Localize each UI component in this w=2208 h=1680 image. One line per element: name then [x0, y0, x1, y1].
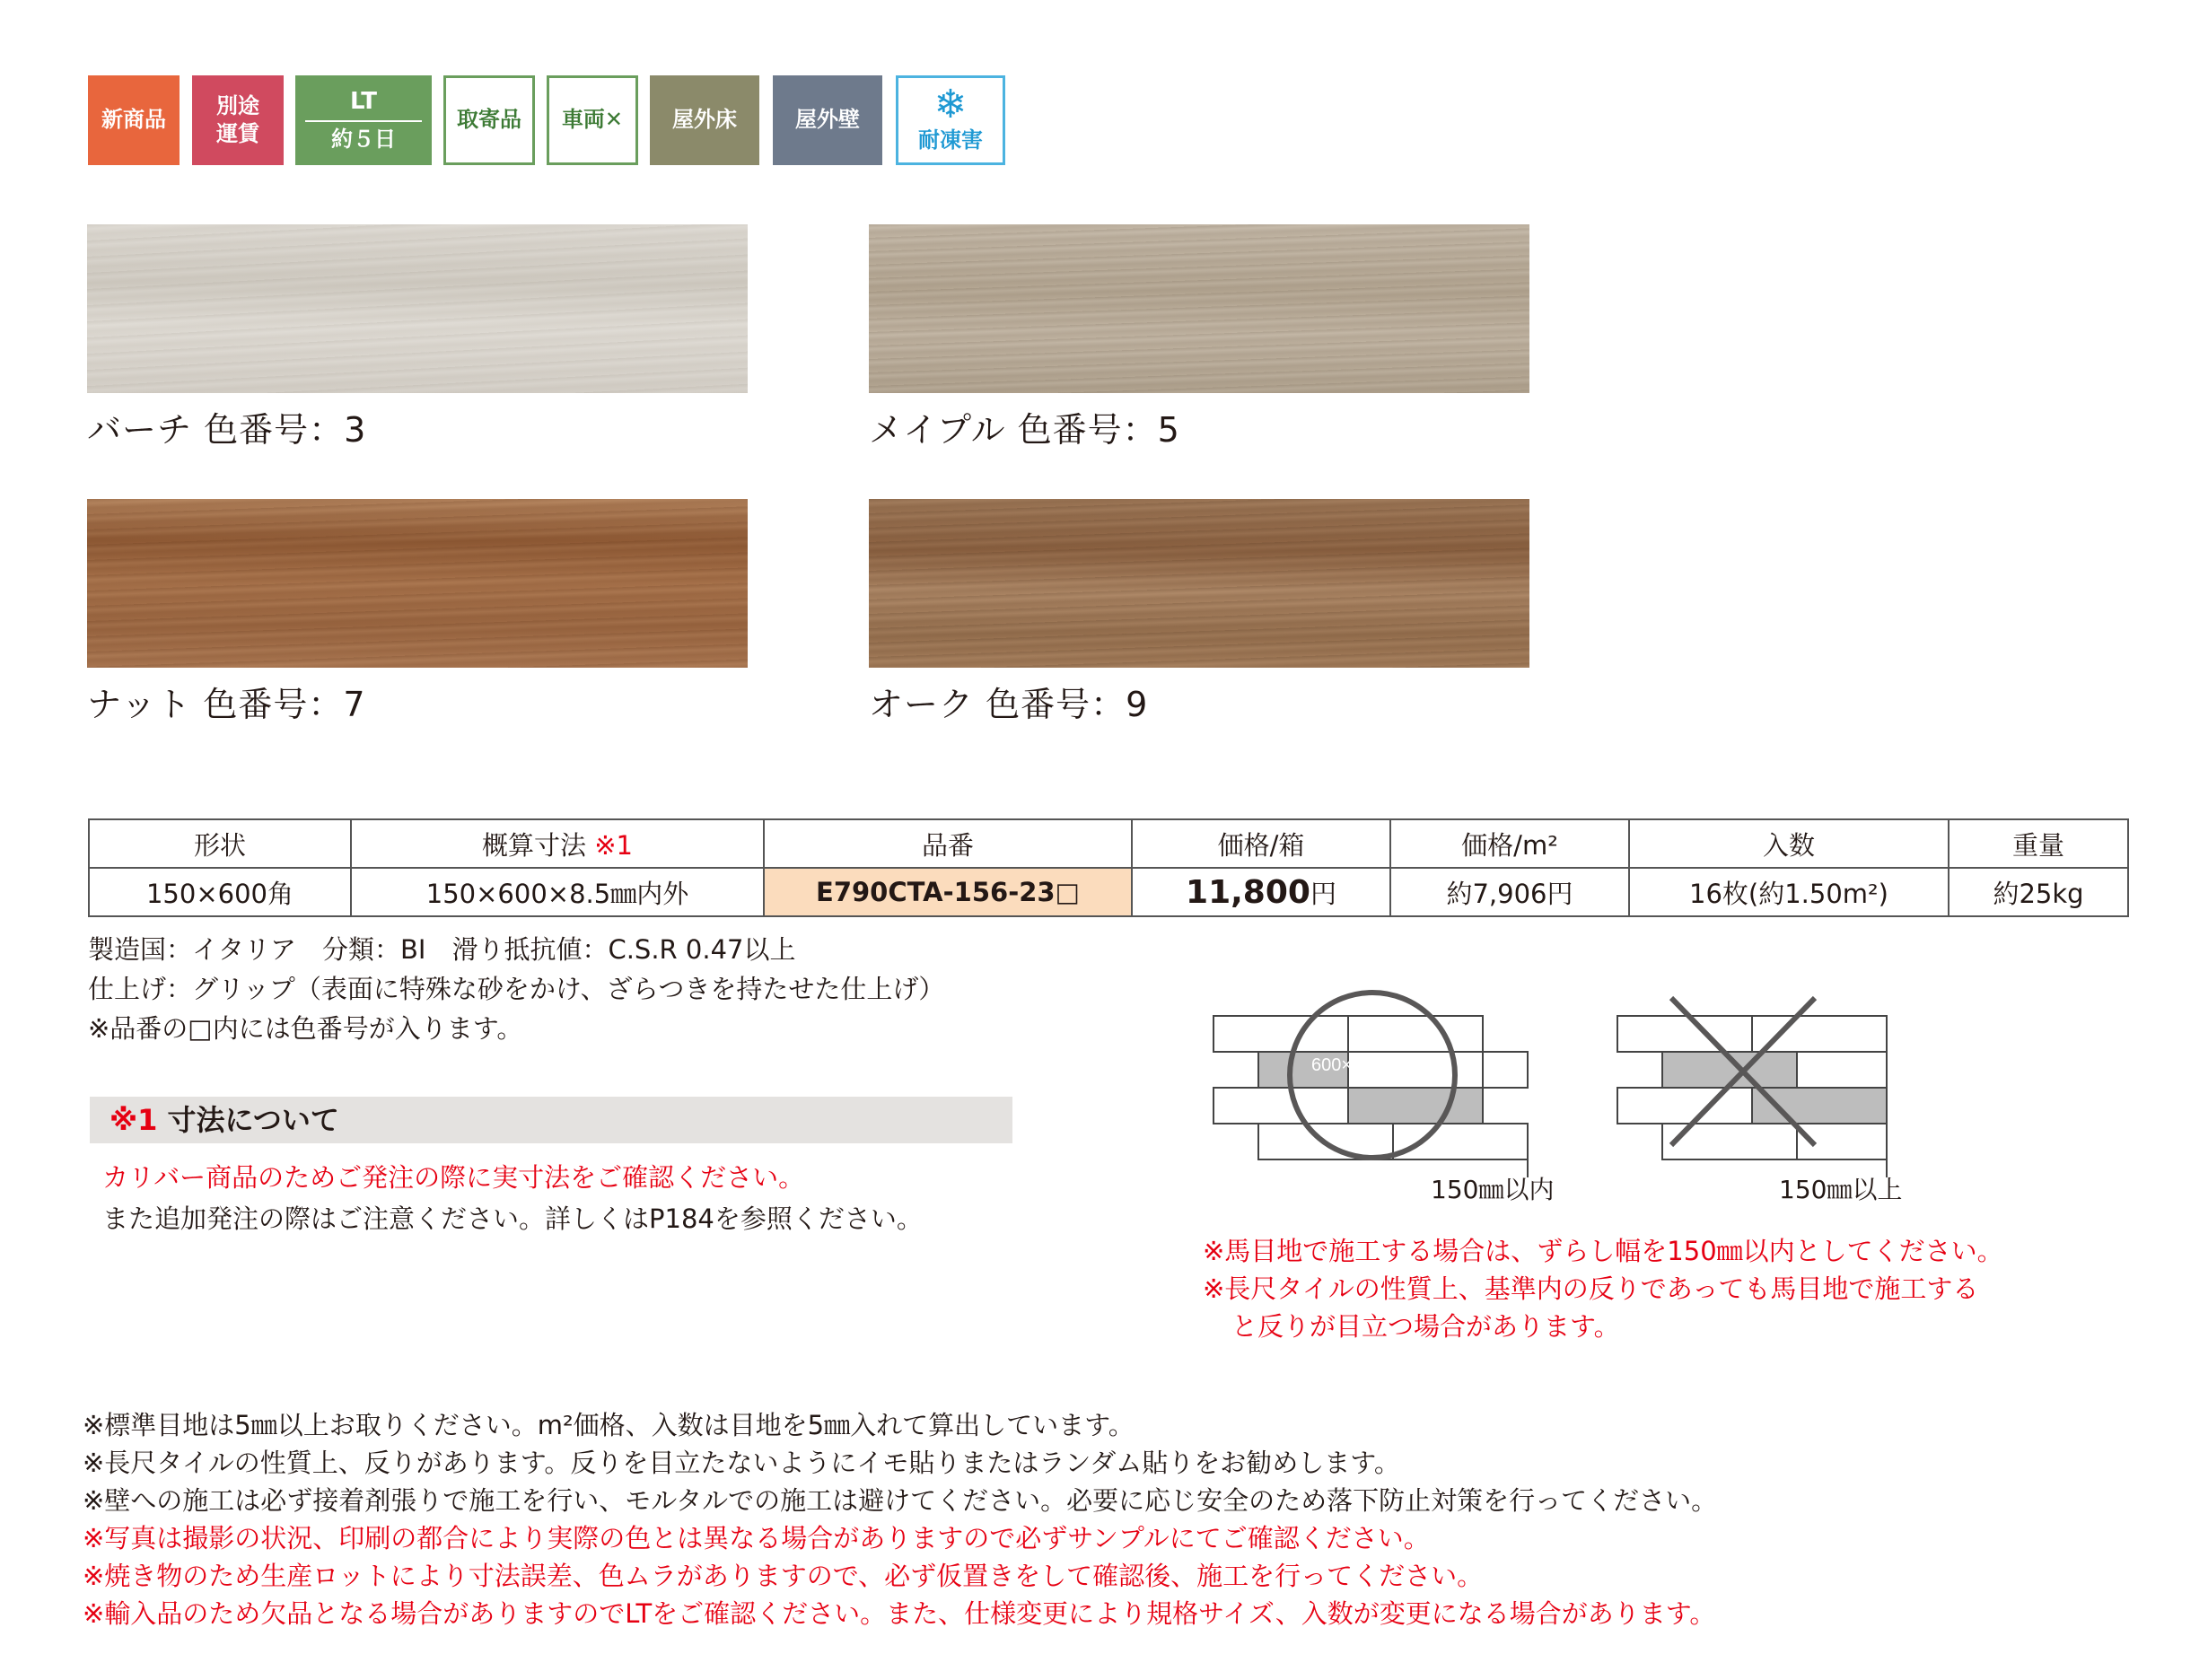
- cell-code: E790CTA-156-23□: [764, 868, 1132, 916]
- bottom-note: ※壁への施工は必ず接着剤張りで施工を行い、モルタルでの施工は避けてください。必要に応じ安全のため落下防止対策を行ってください。: [83, 1485, 1718, 1516]
- spec-line: 製造国：イタリア 分類：BI 滑り抵抗値：C.S.R 0.47以上: [88, 934, 796, 965]
- no-vehicle-badge: [547, 75, 638, 165]
- diagram-note: ※長尺タイルの性質上、基準内の反りであっても馬目地で施工する: [1203, 1273, 1979, 1304]
- swatch-label: メイプル 色番号：5: [869, 410, 1180, 450]
- ng-label: 150㎜以上: [1779, 1175, 1903, 1204]
- swatch-label: オーク 色番号：9: [869, 685, 1149, 724]
- cell-price-box: 11,800円: [1132, 868, 1390, 916]
- bottom-note: ※標準目地は5㎜以上お取りください。m²価格、入数は目地を5㎜入れて算出しています。: [83, 1410, 1135, 1440]
- badge-label: 屋外床: [672, 107, 737, 133]
- badge-label: 約５日: [331, 127, 396, 153]
- swatch-label: ナット 色番号：7: [87, 685, 366, 724]
- badge-label: 新商品: [101, 107, 166, 133]
- swatch-maple: [869, 224, 1529, 393]
- swatch-oak: [869, 499, 1529, 668]
- header-price-m2: 価格/m²: [1390, 819, 1629, 868]
- outdoor-floor-badge: [650, 75, 759, 165]
- frost-resistant-badge: [896, 75, 1005, 165]
- snowflake-icon: ❄: [933, 82, 968, 128]
- swatch-label: バーチ 色番号：3: [87, 410, 367, 450]
- special-order-badge: [443, 75, 535, 165]
- header-price-box: 価格/箱: [1132, 819, 1390, 868]
- cell-weight: 約25kg: [1949, 868, 2128, 916]
- size-note: また追加発注の際はご注意ください。詳しくはP184を参照ください。: [102, 1203, 923, 1234]
- cell-size: 150×600×8.5㎜内外: [351, 868, 764, 916]
- badge-label: 運賃: [216, 121, 259, 146]
- table-row: [89, 868, 2128, 916]
- badge-label: 取寄品: [457, 107, 521, 133]
- spec-line: 仕上げ：グリップ（表面に特殊な砂をかけ、ざらつきを持たせた仕上げ）: [88, 974, 945, 1004]
- table-header-row: [89, 819, 2128, 868]
- bottom-note: ※焼き物のため生産ロットにより寸法誤差、色ムラがありますので、必ず仮置きをして確認後、施工を行ってください。: [83, 1561, 1484, 1591]
- offset-ng-diagram: [1598, 969, 1975, 1203]
- badge-label: 別途: [216, 92, 259, 118]
- new-product-badge: [88, 75, 180, 165]
- size-section-title: ※1 寸法について: [90, 1097, 1012, 1143]
- badge-label: 耐凍害: [918, 127, 983, 153]
- spec-table: [88, 818, 2129, 917]
- swatch-nut: [87, 499, 748, 668]
- bottom-note: ※写真は撮影の状況、印刷の都合により実際の色とは異なる場合がありますので必ずサンプルにてご確認ください。: [83, 1523, 1430, 1553]
- header-shape: 形状: [89, 819, 351, 868]
- bottom-note: ※輸入品のため欠品となる場合がありますのでLTをご確認ください。また、仕様変更により規格サイズ、入数が変更になる場合があります。: [83, 1598, 1716, 1629]
- badge-label: 車両✕: [561, 107, 624, 133]
- cell-count: 16枚(約1.50m²): [1629, 868, 1949, 916]
- bottom-note: ※長尺タイルの性質上、反りがあります。反りを目立たないようにイモ貼りまたはランダム貼りをお勧めします。: [83, 1448, 1400, 1478]
- cell-shape: 150×600角: [89, 868, 351, 916]
- badge-label: LT: [305, 87, 422, 123]
- swatch-birch: [87, 224, 748, 393]
- size-note-red: カリバー商品のためご発注の際に実寸法をご確認ください。: [102, 1162, 805, 1193]
- badge-label: 屋外壁: [795, 107, 860, 133]
- offset-ok-diagram: [1194, 969, 1571, 1203]
- separate-shipping-badge: [192, 75, 284, 165]
- diagram-note: ※馬目地で施工する場合は、ずらし幅を150㎜以内としてください。: [1203, 1236, 2003, 1266]
- header-code: 品番: [764, 819, 1132, 868]
- lead-time-badge: [295, 75, 432, 165]
- outdoor-wall-badge: [773, 75, 882, 165]
- ok-label: 150㎜以内: [1431, 1175, 1555, 1204]
- header-size: 概算寸法 ※1: [351, 819, 764, 868]
- header-weight: 重量: [1949, 819, 2128, 868]
- header-count: 入数: [1629, 819, 1949, 868]
- cell-price-m2: 約7,906円: [1390, 868, 1629, 916]
- spec-line: ※品番の□内には色番号が入ります。: [88, 1013, 523, 1044]
- tile-size-label: 600×150: [1311, 1055, 1382, 1075]
- diagram-note: と反りが目立つ場合があります。: [1231, 1311, 1620, 1342]
